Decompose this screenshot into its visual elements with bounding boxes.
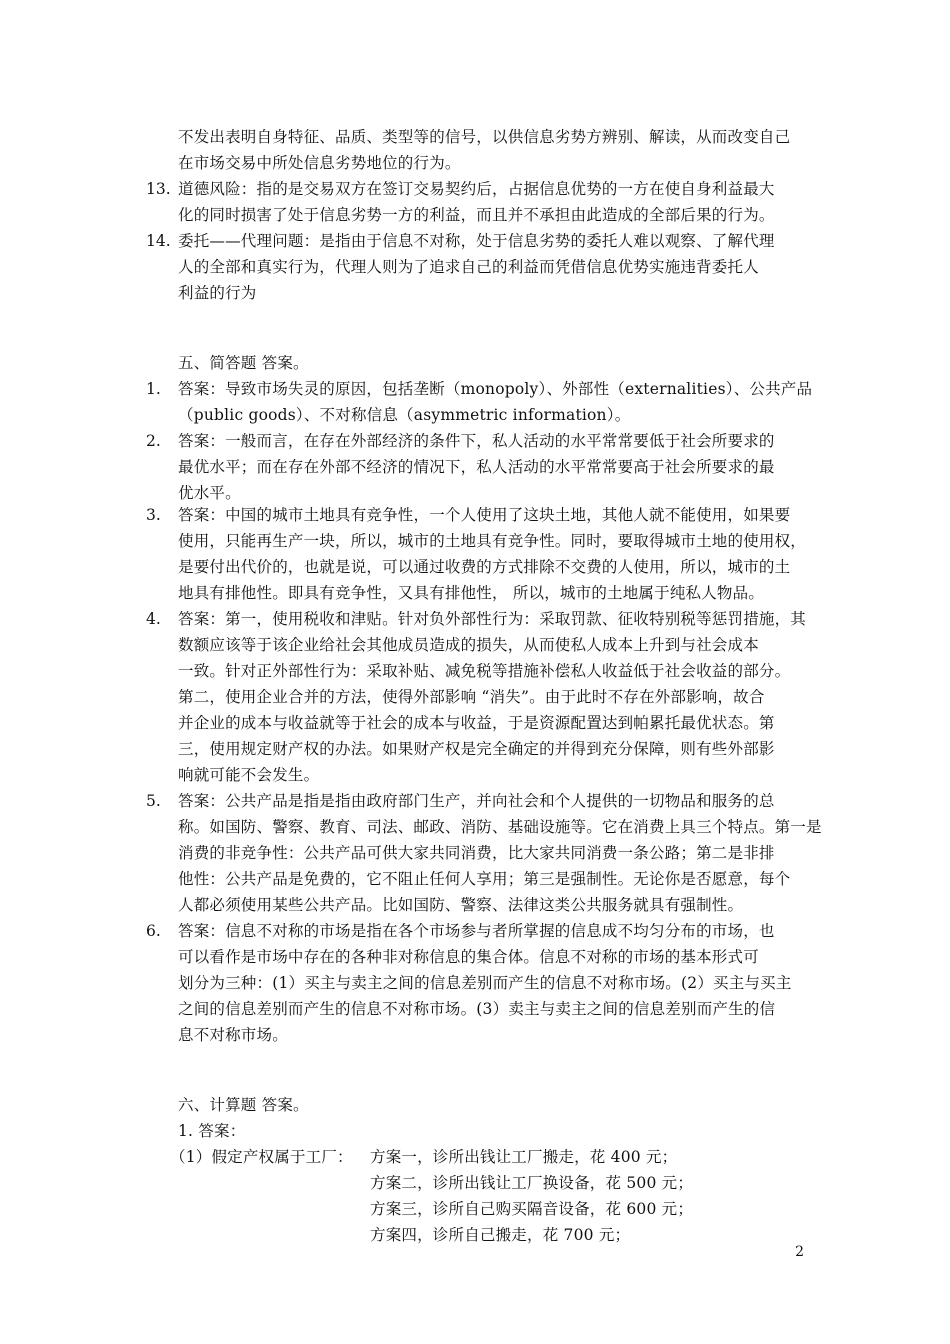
answer-line: 一致。针对正外部性行为：采取补贴、减免税等措施补偿私人收益低于社会收益的部分。 xyxy=(178,662,791,680)
plan-item: 方案二，诊所出钱让工厂换设备，花 500 元； xyxy=(370,1174,694,1192)
plan-item: 方案四，诊所自己搬走，花 700 元； xyxy=(370,1226,631,1244)
answer-number: 4. xyxy=(146,610,161,628)
answer-line: 三，使用规定财产权的办法。如果财产权是完全确定的并得到充分保障，则有些外部影 xyxy=(178,740,775,758)
answer-line: 答案：第一，使用税收和津贴。针对负外部性行为：采取罚款、征收特别税等惩罚措施，其 xyxy=(178,610,807,628)
answer-line: 响就可能不会发生。 xyxy=(178,766,320,784)
property-rights-assumption: （1）假定产权属于工厂： xyxy=(170,1148,353,1166)
answer-line: 地具有排他性。即具有竞争性，又具有排他性， 所以，城市的土地属于纯私人物品。 xyxy=(178,584,765,602)
definition-line: 化的同时损害了处于信息劣势一方的利益，而且并不承担由此造成的全部后果的行为。 xyxy=(178,206,775,224)
plan-item: 方案三，诊所自己购买隔音设备，花 600 元； xyxy=(370,1200,694,1218)
intro-line-2: 在市场交易中所处信息劣势地位的行为。 xyxy=(178,154,461,172)
answer-line: 答案：公共产品是指是指由政府部门生产，并向社会和个人提供的一切物品和服务的总 xyxy=(178,792,775,810)
answer-line: 划分为三种：(1）买主与卖主之间的信息差别而产生的信息不对称市场。(2）买主与买主 xyxy=(178,974,792,992)
answer-line: 答案：导致市场失灵的原因，包括垄断（monopoly）、外部性（externalities）、公共产品 xyxy=(178,380,813,398)
calc-answer-label: 1. 答案： xyxy=(178,1122,246,1140)
answer-line: 优水平。 xyxy=(178,484,241,502)
answer-line: 数额应该等于该企业给社会其他成员造成的损失，从而使私人成本上升到与社会成本 xyxy=(178,636,759,654)
answer-number: 6. xyxy=(146,922,161,940)
section-heading: 五、简答题 答案。 xyxy=(178,354,309,372)
definition-number: 13. xyxy=(146,180,171,198)
answer-line: 消费的非竞争性：公共产品可供大家共同消费，比大家共同消费一条公路；第二是非排 xyxy=(178,844,775,862)
answer-line: 最优水平；而在存在外部不经济的情况下，私人活动的水平常常要高于社会所要求的最 xyxy=(178,458,775,476)
answer-line: 是要付出代价的，也就是说，可以通过收费的方式排除不交费的人使用，所以，城市的土 xyxy=(178,558,791,576)
answer-line: 第二，使用企业合并的方法，使得外部影响 “消失”。由于此时不存在外部影响，故合 xyxy=(178,688,765,706)
definition-number: 14. xyxy=(146,232,171,250)
page-number: 2 xyxy=(795,1244,804,1260)
answer-line: 答案：中国的城市土地具有竞争性，一个人使用了这块土地，其他人就不能使用，如果要 xyxy=(178,506,791,524)
answer-number: 2. xyxy=(146,432,161,450)
definition-line: 人的全部和真实行为，代理人则为了追求自己的利益而凭借信息优势实施违背委托人 xyxy=(178,258,759,276)
answer-line: 他性：公共产品是免费的，它不阻止任何人享用；第三是强制性。无论你是否愿意，每个 xyxy=(178,870,791,888)
answer-line: 息不对称市场。 xyxy=(178,1026,288,1044)
answer-line: 人都必须使用某些公共产品。比如国防、警察、法律这类公共服务就具有强制性。 xyxy=(178,896,744,914)
definition-line: 委托——代理问题：是指由于信息不对称，处于信息劣势的委托人难以观察、了解代理 xyxy=(178,232,775,250)
intro-line-1: 不发出表明自身特征、品质、类型等的信号，以供信息劣势方辨别、解读，从而改变自己 xyxy=(178,128,791,146)
answer-line: 可以看作是市场中存在的各种非对称信息的集合体。信息不对称的市场的基本形式可 xyxy=(178,948,759,966)
answer-line: 答案：信息不对称的市场是指在各个市场参与者所掌握的信息成不均匀分布的市场，也 xyxy=(178,922,775,940)
definition-line: 利益的行为 xyxy=(178,284,257,302)
answer-number: 5. xyxy=(146,792,161,810)
answer-number: 1. xyxy=(146,380,161,398)
definition-line: 道德风险：指的是交易双方在签订交易契约后，占据信息优势的一方在使自身利益最大 xyxy=(178,180,775,198)
answer-number: 3. xyxy=(146,506,161,524)
answer-line: （public goods）、不对称信息（asymmetric information）。 xyxy=(178,406,631,424)
answer-line: 称。如国防、警察、教育、司法、邮政、消防、基础设施等。它在消费上具三个特点。第一是 xyxy=(178,818,822,836)
answer-line: 之间的信息差别而产生的信息不对称市场。(3）卖主与卖主之间的信息差别而产生的信 xyxy=(178,1000,776,1018)
answer-line: 答案：一般而言，在存在外部经济的条件下，私人活动的水平常常要低于社会所要求的 xyxy=(178,432,775,450)
answer-line: 并企业的成本与收益就等于社会的成本与收益，于是资源配置达到帕累托最优状态。第 xyxy=(178,714,775,732)
answer-line: 使用，只能再生产一块，所以，城市的土地具有竞争性。同时，要取得城市土地的使用权， xyxy=(178,532,807,550)
plan-item: 方案一，诊所出钱让工厂搬走，花 400 元； xyxy=(370,1148,678,1166)
section-heading: 六、计算题 答案。 xyxy=(178,1096,309,1114)
